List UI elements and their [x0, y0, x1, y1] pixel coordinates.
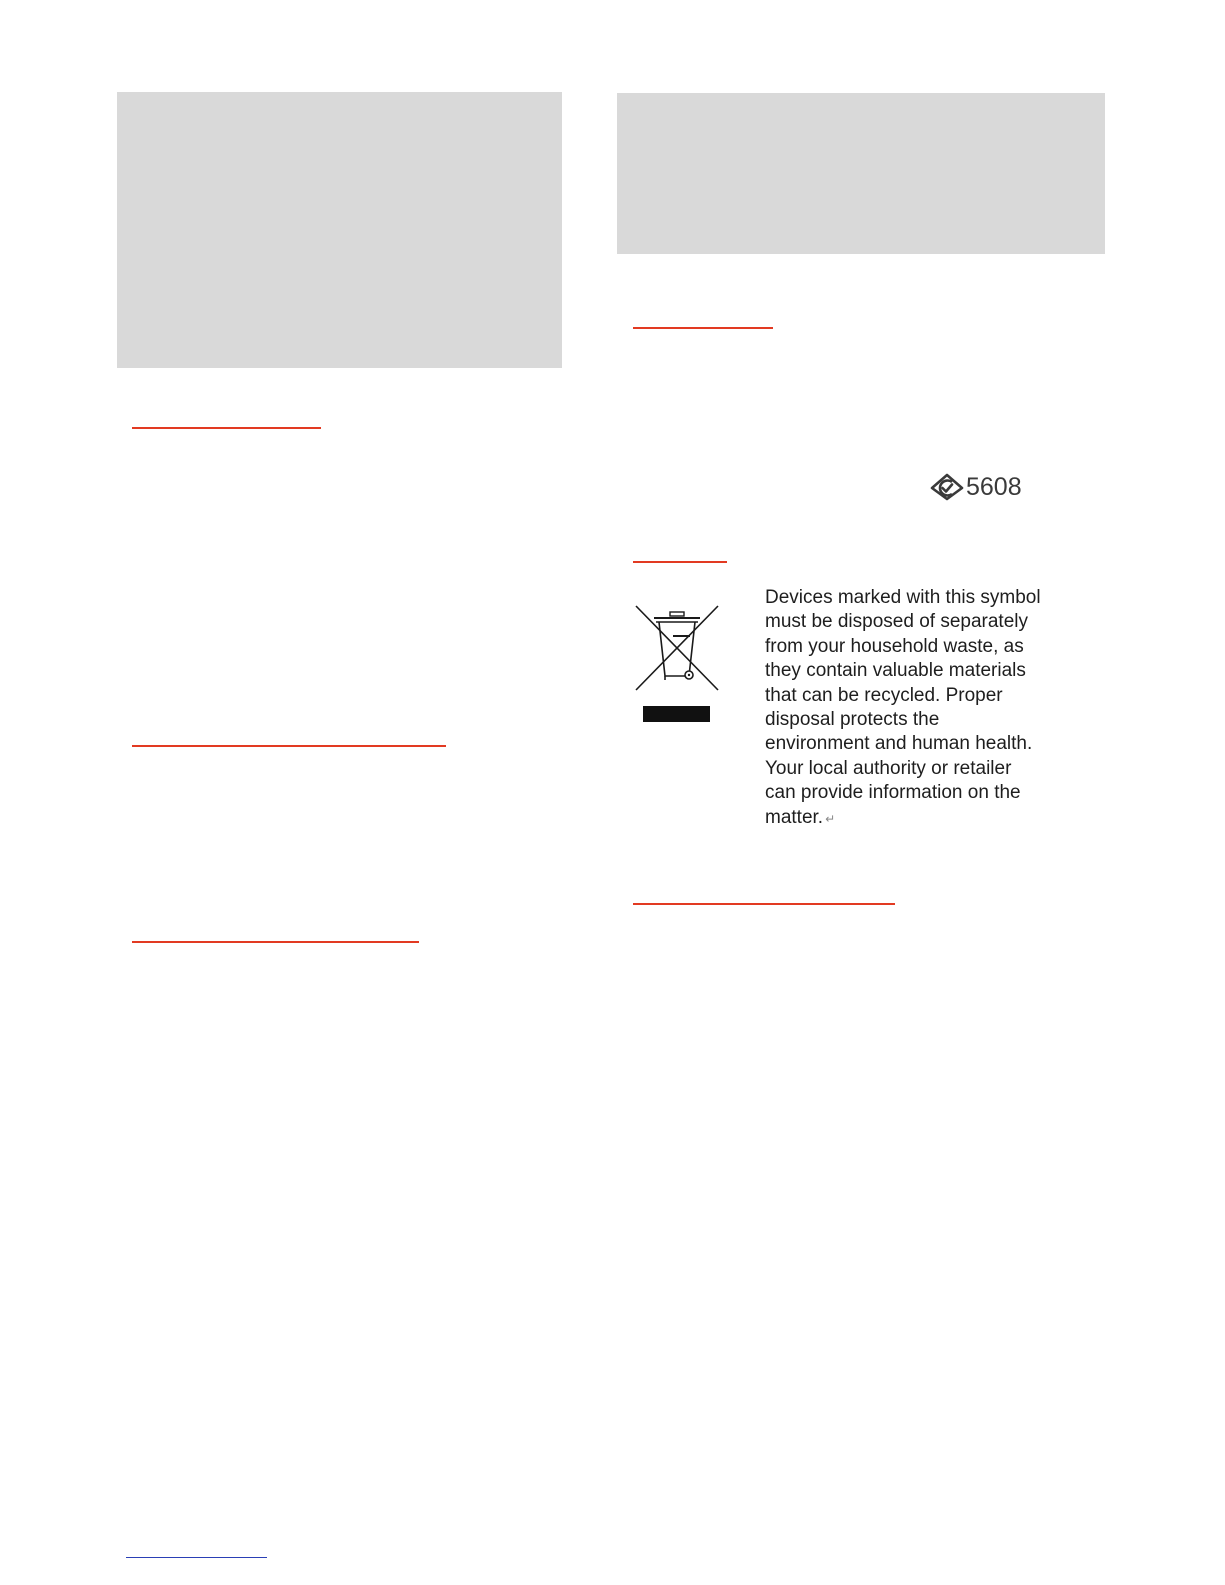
left-gray-panel — [117, 92, 562, 368]
rcm-number: 5608 — [966, 472, 1022, 501]
section-rule-left-3 — [132, 941, 419, 943]
section-rule-right-2 — [633, 561, 727, 563]
section-rule-left-2 — [132, 745, 446, 747]
section-rule-left-1 — [132, 427, 321, 429]
weee-disposal-text — [765, 586, 1085, 831]
footer-link-underline[interactable] — [126, 1557, 267, 1558]
crossed-out-wheelie-bin-icon — [632, 600, 722, 726]
rcm-compliance-mark-icon — [930, 473, 964, 501]
rcm-mark — [930, 470, 1030, 504]
section-rule-right-3 — [633, 903, 895, 905]
right-gray-panel — [617, 93, 1105, 254]
section-rule-right-1 — [633, 327, 773, 329]
paragraph-return-mark: ↵ — [825, 811, 836, 826]
weee-disposal-paragraph: Devices marked with this symbol must be disposed of separately from your household waste, as they contain valuable materials that can be recycled. Proper disposal protects the environment and human health. Your local authority or retailer can provide information on the matter. — [765, 587, 1041, 828]
weee-symbol — [632, 600, 722, 726]
